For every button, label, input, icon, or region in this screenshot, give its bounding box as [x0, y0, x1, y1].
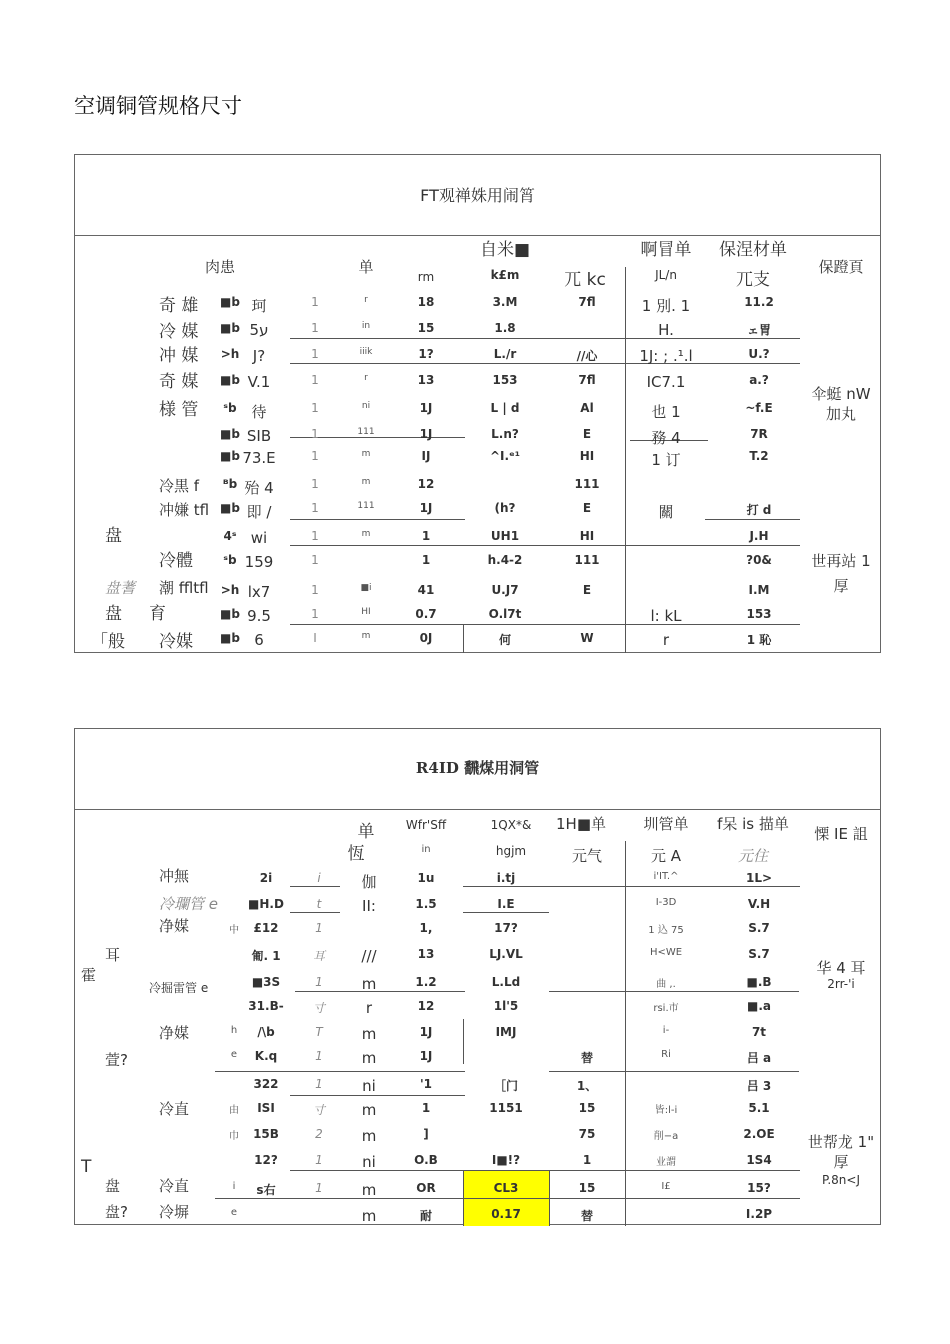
table-cell: m: [361, 1181, 377, 1199]
table-cell: 4ˢ: [223, 529, 237, 543]
table-cell: 41: [417, 583, 435, 597]
table-cell: 5.1: [748, 1101, 770, 1115]
table-cell: 1,: [419, 921, 433, 935]
table-cell: m: [361, 477, 371, 487]
table-cell: 1: [311, 501, 319, 515]
note: 世再站 1: [811, 552, 871, 570]
table-cell: J?: [252, 347, 266, 365]
col-header: 慄 IE 詛: [814, 825, 868, 843]
col-header: rm: [417, 270, 435, 284]
table-cell: '1: [419, 1077, 433, 1091]
table-cell: 75: [578, 1127, 596, 1141]
table-cell: LJ.VL: [489, 947, 523, 961]
table-cell: ■b: [220, 631, 240, 645]
note: 2rr-'i: [827, 977, 855, 991]
table-cell: K.q: [254, 1049, 278, 1063]
table-cell: 7fl: [578, 373, 596, 387]
table-cell: s右: [256, 1183, 276, 1197]
table-cell: 1u: [417, 871, 435, 885]
row-label: 盘?: [105, 1203, 128, 1221]
col-header: 单: [358, 258, 374, 276]
table-cell: 曲 ,.: [656, 979, 676, 990]
table-cell: ■b: [220, 449, 240, 463]
table-cell: 73.E: [242, 449, 276, 467]
col-header: 1H■单: [556, 815, 606, 833]
row-label: 冷掘雷管 e: [149, 981, 209, 995]
col-header: 单: [357, 822, 375, 842]
table-cell: 1: [315, 1049, 323, 1063]
row-label: 育: [149, 604, 166, 624]
table-cell: 15?: [747, 1181, 771, 1195]
table-cell: 1J: [419, 1025, 433, 1039]
table-cell: e: [230, 1049, 238, 1060]
row-label: T: [81, 1157, 92, 1177]
col-header: 元气: [571, 847, 603, 865]
table-cell: 替: [580, 1051, 594, 1065]
row-label: 冷體: [159, 551, 193, 571]
table-cell: 1: [311, 607, 319, 621]
table-cell: ?0&: [746, 553, 772, 567]
col-header: f呆 is 描单: [717, 815, 789, 833]
row-label: 冲無: [159, 867, 190, 885]
table-cell: ■b: [220, 295, 240, 309]
table-cell: II:: [362, 897, 376, 915]
table-cell: 1: [315, 1181, 323, 1195]
table-cell: 3.M: [492, 295, 518, 309]
table-cell: wi: [250, 529, 268, 547]
table-cell: ■b: [220, 501, 240, 515]
table-cell: 1: [311, 295, 319, 309]
table-cell: 6: [254, 631, 264, 649]
table-cell: 1: [421, 553, 431, 567]
table-cell: ■3S: [251, 975, 281, 989]
table-cell: 111: [357, 427, 375, 437]
table-cell: 111: [574, 477, 600, 491]
row-label: 盘: [105, 1177, 121, 1195]
table-cell: lx7: [247, 583, 271, 601]
table-cell: IJ: [421, 449, 431, 463]
table-cell: 13: [417, 947, 435, 961]
table-cell: 12: [417, 999, 435, 1013]
table-cell: 1?: [418, 347, 434, 361]
table-cell: I: [313, 631, 317, 645]
table-cell: J.H: [749, 529, 769, 543]
table-cell: 殆 4: [244, 479, 274, 497]
note: P.8n<J: [821, 1173, 861, 1187]
table-cell: 111: [574, 553, 600, 567]
table-cell: 1 別. 1: [641, 297, 691, 315]
row-label: 様 管: [159, 400, 199, 420]
table-cell: i-: [662, 1025, 670, 1036]
row-label: 净媒: [159, 1024, 190, 1042]
table-cell: 13: [417, 373, 435, 387]
table-cell: 待: [251, 403, 267, 421]
table-cell: HI: [579, 529, 595, 543]
table-cell: m: [361, 631, 371, 641]
col-header: k£m: [490, 268, 520, 282]
table-cell: 由: [229, 1105, 239, 1116]
table-cell: /\b: [257, 1025, 275, 1039]
table-cell: 153: [492, 373, 518, 387]
table-cell: L.n?: [491, 427, 519, 441]
table-cell: 1.2: [415, 975, 437, 989]
table-cell: I.M: [748, 583, 770, 597]
table-cell: IMJ: [495, 1025, 517, 1039]
table-cell: 153: [746, 607, 772, 621]
table-cell: L | d: [490, 401, 520, 415]
row-label: 奇 雄: [159, 296, 199, 316]
row-label: 净媒: [159, 917, 190, 935]
table-cell: S.7: [748, 921, 770, 935]
table-cell: 12: [417, 477, 435, 491]
table-cell: U.J7: [491, 583, 519, 597]
table-cell: h: [230, 1025, 238, 1036]
table-cell: 1J: [419, 427, 433, 441]
table-cell: IC7.1: [646, 373, 686, 391]
table-cell: 1、: [576, 1079, 598, 1093]
row-label: 冷塀: [159, 1203, 190, 1221]
row-label: 冲嫌 tfl: [159, 501, 210, 519]
table-cell: I-3D: [655, 897, 677, 908]
table-cell: r: [364, 295, 368, 305]
table-cell: m: [361, 1101, 377, 1119]
table-cell: ■i: [360, 583, 372, 593]
copper-tube-table-1: [74, 154, 881, 653]
table-cell: Al: [580, 401, 594, 415]
table-cell: 7t: [751, 1025, 767, 1039]
table-cell: 2.OE: [743, 1127, 775, 1141]
table-2-title: R4ID 飜煤用洞管: [415, 759, 540, 777]
table-cell: 皆:l-i: [654, 1105, 678, 1116]
table-cell: 1: [311, 477, 319, 491]
table-cell: O.l7t: [488, 607, 522, 621]
row-label: 潮 ffltfl: [159, 579, 209, 597]
table-cell: W: [580, 631, 594, 645]
table-cell: O.B: [414, 1153, 438, 1167]
table-cell: m: [361, 449, 371, 459]
table-cell: in: [361, 321, 371, 331]
table-cell: m: [361, 1025, 377, 1043]
table-cell: 1: [315, 921, 323, 935]
table-cell: l: kL: [650, 607, 682, 625]
table-cell: ェ胃: [746, 323, 772, 337]
col-header: 保蹬頁: [818, 258, 864, 276]
table-cell: t: [316, 897, 322, 911]
table-cell: T: [315, 1025, 323, 1039]
table-cell: U.?: [748, 347, 770, 361]
table-cell: ［门: [493, 1079, 519, 1093]
table-2-title-row: [75, 729, 880, 810]
table-cell: 1.8: [494, 321, 516, 335]
col-header: 圳管单: [643, 815, 689, 833]
table-cell: 0.7: [415, 607, 437, 621]
table-cell: 15B: [253, 1127, 279, 1141]
table-cell: 打 d: [746, 503, 772, 517]
table-cell: 0J: [419, 631, 433, 645]
table-cell: ■b: [220, 607, 240, 621]
table-cell: 7R: [750, 427, 768, 441]
table-cell: ˢb: [223, 401, 237, 415]
row-label: 冷黒 f: [159, 477, 200, 495]
note: 厚: [833, 577, 849, 595]
table-cell: 1 込 75: [648, 925, 684, 936]
table-cell: ˢb: [223, 553, 237, 567]
row-label: 萱?: [105, 1051, 128, 1069]
table-cell: 17?: [494, 921, 518, 935]
table-cell: ■.B: [746, 975, 772, 989]
row-label: 「般: [91, 632, 125, 652]
row-label: 耳: [105, 946, 121, 964]
table-cell: I.E: [497, 897, 515, 911]
table-cell: 9.5: [247, 607, 271, 625]
table-cell: m: [361, 1207, 377, 1225]
col-header: JL/n: [655, 268, 677, 282]
table-cell: ■b: [220, 373, 240, 387]
table-cell: 寸: [312, 1103, 326, 1117]
table-cell: 替: [580, 1209, 594, 1223]
table-cell: 1: [315, 1153, 323, 1167]
table-cell: 1 恥: [746, 633, 772, 647]
table-cell: 15: [417, 321, 435, 335]
table-cell: r: [364, 373, 368, 383]
table-cell: E: [582, 427, 592, 441]
col-header: hgjm: [495, 844, 527, 858]
table-cell: SIB: [246, 427, 272, 445]
row-label: 盘: [105, 526, 122, 546]
table-cell: 1: [311, 529, 319, 543]
table-cell: 吕 a: [746, 1051, 772, 1065]
note: 伞蜓 nW: [811, 385, 871, 403]
table-cell: m: [361, 1049, 377, 1067]
table-cell: 15: [578, 1181, 596, 1195]
row-label: 奇 媒: [159, 372, 199, 392]
table-cell: 15: [578, 1101, 596, 1115]
table-cell: 111: [357, 501, 375, 511]
row-label: 冷瓓管 e: [159, 895, 218, 913]
row-label: 盘: [105, 604, 122, 624]
table-cell: >h: [220, 583, 240, 597]
row-label: 冷媒: [159, 632, 193, 652]
table-cell: 巾: [229, 1131, 239, 1142]
col-header: 肉患: [204, 258, 236, 276]
table-cell: 18: [417, 295, 435, 309]
table-cell: i'IT.^: [653, 871, 679, 882]
col-header: 1QX*&: [490, 818, 532, 832]
table-cell: 2i: [259, 871, 273, 885]
table-cell: i: [232, 1181, 236, 1192]
table-cell: 即 /: [246, 503, 272, 521]
table-cell: e: [230, 1207, 238, 1218]
table-cell: 1: [421, 529, 431, 543]
table-cell: 吕 3: [746, 1079, 772, 1093]
note: 华 4 耳: [816, 959, 866, 977]
table-1-title-row: [75, 155, 880, 236]
table-cell: 1151: [489, 1101, 523, 1115]
table-cell: m: [361, 1127, 377, 1145]
table-cell: 1J: [419, 1049, 433, 1063]
table-cell: 務 4: [651, 429, 681, 447]
table-cell: 1J: ; .¹.l: [639, 347, 693, 365]
row-label: 冷 媒: [159, 322, 199, 342]
table-cell: CL3: [493, 1181, 519, 1195]
table-cell: 1S4: [746, 1153, 772, 1167]
table-cell: a.?: [749, 373, 769, 387]
row-label: 冷直: [159, 1100, 190, 1118]
table-cell: OR: [416, 1181, 436, 1195]
table-cell: 11.2: [744, 295, 774, 309]
copper-tube-table-2: [74, 728, 881, 1225]
table-cell: S.7: [748, 947, 770, 961]
table-cell: 1: [315, 975, 323, 989]
table-cell: m: [361, 975, 377, 993]
table-cell: 耐: [419, 1209, 433, 1223]
row-label: 冷直: [159, 1177, 190, 1195]
table-cell: ■H.D: [248, 897, 284, 911]
table-cell: 2: [315, 1127, 323, 1141]
col-header: 自米■: [479, 240, 531, 260]
table-cell: ISI: [257, 1101, 275, 1115]
table-cell: 1: [311, 321, 319, 335]
table-cell: h.4-2: [487, 553, 523, 567]
table-cell: ■b: [220, 321, 240, 335]
table-cell: ~f.E: [745, 401, 773, 415]
table-cell: ni: [362, 1077, 376, 1095]
table-cell: rsi.市: [653, 1003, 679, 1014]
table-cell: 1.5: [415, 897, 437, 911]
table-cell: ■b: [220, 427, 240, 441]
row-label: 冲 媒: [159, 346, 199, 366]
table-cell: ■.a: [747, 999, 771, 1013]
table-cell: >h: [220, 347, 240, 361]
col-header: 兀 kc: [564, 270, 606, 290]
col-header: 保涅材单: [719, 240, 787, 260]
col-header: in: [421, 844, 431, 855]
table-cell: HI: [361, 607, 371, 617]
col-header: 啊冒单: [640, 240, 692, 260]
table-cell: I■!?: [491, 1153, 521, 1167]
table-cell: HI: [579, 449, 595, 463]
table-cell: 關: [658, 503, 674, 521]
table-cell: ע5: [249, 321, 269, 339]
table-cell: r: [365, 999, 373, 1017]
col-header: 元住: [737, 847, 769, 865]
table-cell: 1: [311, 347, 319, 361]
table-cell: iiik: [359, 347, 373, 357]
table-cell: 1: [311, 553, 319, 567]
table-cell: 珂: [251, 297, 267, 315]
table-cell: 1: [311, 373, 319, 387]
table-cell: (h?: [494, 501, 516, 515]
table-cell: 1L>: [745, 871, 773, 885]
table-cell: i.tj: [496, 871, 516, 885]
note: 世帮龙 1": [807, 1133, 875, 1151]
table-cell: 业謂: [656, 1157, 676, 1168]
table-cell: 1 订: [651, 451, 681, 469]
row-label: 霍: [81, 966, 97, 984]
table-cell: ᴮb: [222, 477, 238, 491]
table-cell: 1l'5: [493, 999, 519, 1013]
note: 厚: [833, 1153, 849, 1171]
table-cell: I.2P: [745, 1207, 773, 1221]
table-cell: 0.17: [491, 1207, 521, 1221]
table-cell: 中: [229, 925, 239, 936]
table-cell: 耳: [312, 949, 326, 963]
table-cell: 1: [582, 1153, 592, 1167]
col-header: Wfr'Sff: [405, 818, 447, 832]
table-cell: Ri: [661, 1049, 671, 1060]
table-cell: 寸: [312, 1001, 326, 1015]
table-cell: T.2: [749, 449, 769, 463]
table-cell: 1: [311, 583, 319, 597]
table-cell: 31.B-: [248, 999, 284, 1013]
table-cell: ///: [361, 947, 377, 965]
table-cell: 1: [421, 1101, 431, 1115]
table-cell: £12: [253, 921, 279, 935]
table-cell: 159: [244, 553, 274, 571]
table-cell: E: [582, 583, 592, 597]
table-cell: ni: [361, 401, 371, 411]
col-header: 兀支: [736, 270, 770, 290]
table-cell: 1J: [419, 401, 433, 415]
table-cell: L./r: [493, 347, 517, 361]
table-cell: L.Ld: [491, 975, 521, 989]
table-cell: 削−a: [653, 1131, 679, 1142]
table-cell: 1: [311, 427, 319, 441]
table-cell: 匍. 1: [251, 949, 281, 963]
table-1-title: FT观禅姝用闹筲: [420, 186, 535, 205]
table-cell: ni: [362, 1153, 376, 1171]
row-label: 盘蓍: [105, 579, 136, 597]
col-header: 元 A: [650, 847, 682, 865]
table-cell: 伽: [361, 873, 377, 891]
table-cell: V.H: [747, 897, 771, 911]
table-cell: i: [317, 871, 321, 885]
col-header: 恆: [347, 844, 365, 864]
page-title: 空调铜管规格尺寸: [74, 94, 242, 118]
table-cell: 12?: [254, 1153, 278, 1167]
table-cell: m: [361, 529, 371, 539]
table-cell: H<WE: [649, 947, 683, 958]
table-cell: I£: [661, 1181, 671, 1192]
table-cell: ^I.ᵉ¹: [489, 449, 521, 463]
table-cell: UH1: [490, 529, 520, 543]
table-cell: 也 1: [651, 403, 681, 421]
table-cell: 1: [311, 401, 319, 415]
table-cell: 1: [315, 1077, 323, 1091]
table-cell: r: [662, 631, 670, 649]
table-cell: 1J: [419, 501, 433, 515]
table-cell: 7fl: [578, 295, 596, 309]
table-cell: 322: [253, 1077, 279, 1091]
table-cell: 何: [498, 633, 512, 647]
note: 加丸: [825, 405, 857, 423]
table-cell: V.1: [247, 373, 271, 391]
table-cell: //心: [576, 349, 598, 363]
table-cell: 1: [311, 449, 319, 463]
table-cell: ]: [423, 1127, 429, 1141]
table-cell: E: [582, 501, 592, 515]
table-cell: H.: [658, 321, 674, 339]
